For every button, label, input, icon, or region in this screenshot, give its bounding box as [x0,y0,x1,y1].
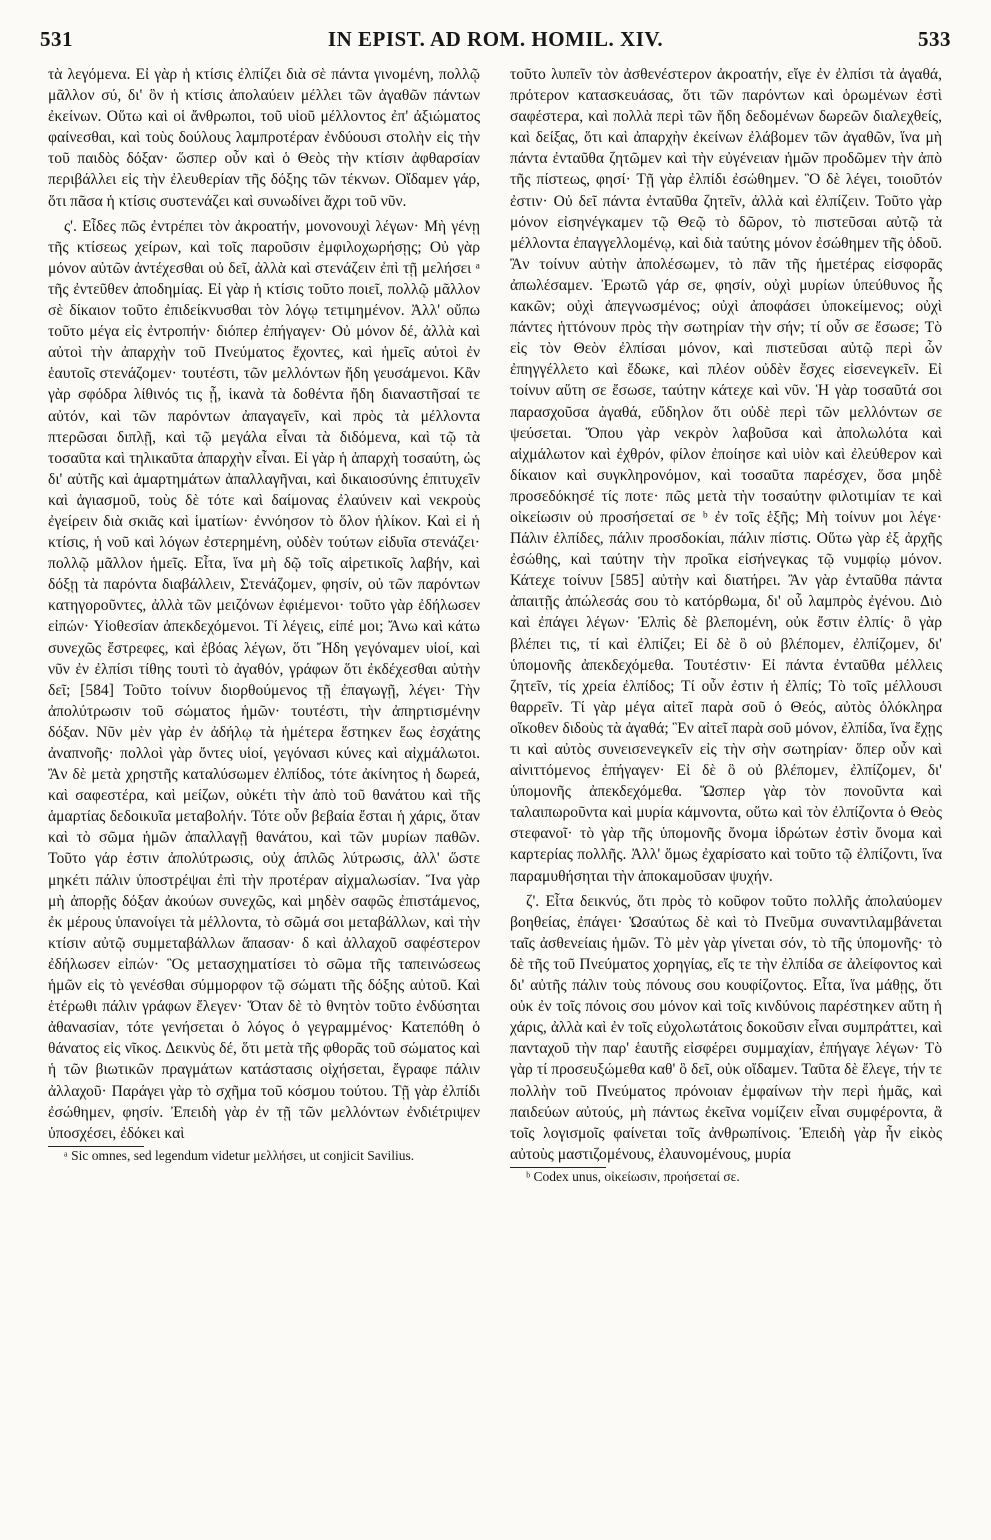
footnote: ᵇ Codex unus, οἰκείωσιν, προήσεταί σε. [526,1168,740,1184]
page-number-right: 533 [918,26,951,51]
page-number-left: 531 [40,26,73,51]
footnote-area [510,1167,942,1185]
paragraph: ζ'. Εἶτα δεικνύς, ὅτι πρὸς τὸ κοῦφον τοῦτο πολλῆς ἀπολαύομεν βοηθείας, ἐπάγει· Ὡσαύτως δὲ καὶ τὸ Πνεῦμα συναντιλαμβάνεται ταῖς ἀσθενείαις ἡμῶν. Τὸ μὲν γὰρ γίνεται σόν, τὸ τῆς ὑπομονῆς· τὸ δὲ τῆς τοῦ Πνεύματος χορηγίας, εἴς τε τὴν ἐλπίδα σε ἀλείφοντος καὶ δι' αὐτῆς πάλιν τοὺς πόνους σου κουφίζοντος. Εἶτα, ἵνα μάθῃς, ὅτι οὐκ ἐν τοῖς πόνοις σου μόνον καὶ τοῖς κινδύνοις παρέστηκεν αὕτη ἡ χάρις, ἀλλὰ καὶ ἐν τοῖς εὐχολωτάτοις δοκοῦσιν εἶναι συμπράττει, καὶ πανταχοῦ τὴν παρ' ἑαυτῆς εἰσφέρει συμμαχίαν, ἐπήγαγε λέγων· Τὸ γὰρ τί προσευξώμεθα καθ' ὃ δεῖ, οὐκ οἴδαμεν. Ταῦτα δὲ ἔλεγε, τήν τε πολλὴν τοῦ Πνεύματος πρόνοιαν ἐμφαίνων τὴν περὶ ἡμᾶς, καὶ παιδεύων αὐτούς, μὴ πάντως ἐκεῖνα νομίζειν εἶναι συμφέροντα, ἃ τοῖς λογισμοῖς φαίνεται τοῖς ἀνθρωπίνοις. Ἐπειδὴ γὰρ ἦν εἰκὸς αὐτοὺς μαστιζομένους, ἐλαυνομένους, μυρία [510,892,942,1163]
footnote-rule [510,1167,606,1168]
left-column [48,64,480,1164]
footnote-area [48,1146,480,1164]
running-title: IN EPIST. AD ROM. HOMIL. XIV. [327,26,664,51]
footnote: ᵃ Sic omnes, sed legendum videtur μελλήσει, ut conjicit Savilius. [64,1147,415,1163]
paragraph: τὰ λεγόμενα. Εἰ γὰρ ἡ κτίσις ἐλπίζει διὰ σὲ πάντα γινομένη, πολλῷ μᾶλλον σύ, δι' ὃν ἡ κτίσις ἀπολαύειν μέλλει τῶν ἀγαθῶν πάντων ἐκείνων. Οὕτω καὶ οἱ ἄνθρωποι, τοῦ υἱοῦ μέλλοντος ἐπ' ἀξιώματος φαίνεσθαι, καὶ τοὺς δούλους λαμπροτέραν ἐνδύουσι στολὴν εἰς τὴν τοῦ παιδὸς δόξαν· ὥσπερ οὖν καὶ ὁ Θεὸς τὴν κτίσιν ἀφθαρσίαν περιβάλλει εἰς τὴν ἐλευθερίαν τῆς δόξης τῶν τέκνων. Οἴδαμεν γάρ, ὅτι πᾶσα ἡ κτίσις συστενάζει καὶ συνωδίνει ἄχρι τοῦ νῦν. [48,66,480,210]
right-column [510,64,942,1185]
running-header [40,24,951,54]
footnote-rule [48,1146,144,1147]
paragraph: ς'. Εἶδες πῶς ἐντρέπει τὸν ἀκροατήν, μονονουχὶ λέγων· Μὴ γένῃ τῆς κτίσεως χείρων, καὶ τοῖς παροῦσιν ἐμφιλοχωρήσῃς; Οὐ γὰρ μόνον αὐτῶν ἀντέχεσθαι οὐ δεῖ, ἀλλὰ καὶ στενάζειν ἐπὶ τῇ μελήσει ᵃ τῆς ἐντεῦθεν ἀποδημίας. Εἰ γὰρ ἡ κτίσις τοῦτο ποιεῖ, πολλῷ μᾶλλον σὲ δίκαιον τοῦτο ἐπιδείκνυσθαι τὸν λόγῳ τετιμημένον. Ἀλλ' οὔπω τοῦτο μέγα εἰς ἐντροπήν· διόπερ ἐπήγαγεν· Οὐ μόνον δέ, ἀλλὰ καὶ αὐτοὶ τὴν ἀπαρχὴν τοῦ Πνεύματος ἔχοντες, καὶ ἡμεῖς αὐτοὶ ἐν ἑαυτοῖς στενάζομεν· τουτέστι, τῶν μελλόντων ἤδη γευσάμενοι. Κἂν γὰρ σφόδρα λίθινός τις ᾖ, ἱκανὰ τὰ δοθέντα ἤδη διαναστῆσαί τε αὐτόν, καὶ τῶν παρόντων ἀπαγαγεῖν, καὶ πρὸς τὰ μέλλοντα πτερῶσαι διπλῇ, καὶ τῷ μεγάλα εἶναι τὰ διδόμενα, καὶ τῷ τὰ τοσαῦτα καὶ τηλικαῦτα ἀπαρχὴν εἶναι. Εἰ γὰρ ἡ ἀπαρχὴ τοσαύτη, ὡς δι' αὐτῆς καὶ ἁμαρτημάτων ἀπαλλαγῆναι, καὶ δικαιοσύνης ἐπιτυχεῖν καὶ ἁγιασμοῦ, τοὺς δὲ τότε καὶ δαίμονας ἐλαύνειν καὶ νεκροὺς ἐγείρειν διὰ σκιᾶς καὶ ἱματίων· ἐννόησον τὸ ὅλον ἡλίκον. Καὶ εἰ ἡ κτίσις, ἡ νοῦ καὶ λόγων ἐστερημένη, οὐδὲν τούτων εἰδυῖα στενάζει· πολλῷ μᾶλλον ἡμεῖς. Εἶτα, ἵνα μὴ δῷ τοῖς αἱρετικοῖς λαβήν, καὶ δόξῃ τὰ παρόντα διαβάλλειν, Στενάζομεν, φησίν, οὐ τῶν παρόντων κατηγοροῦντες, ἀλλὰ τῶν μειζόνων ἐφιέμενοι· τοῦτο γὰρ ἐδήλωσεν εἰπών· Υἱοθεσίαν ἀπεκδεχόμενοι. Τί λέγεις, εἰπέ μοι; Ἄνω καὶ κάτω συνεχῶς ἔστρεφες, καὶ ἐβόας λέγων, ὅτι Ἤδη γεγόναμεν υἱοί, καὶ νῦν ἐν ἐλπίσι τίθης τουτὶ τὸ ἀγαθόν, γράφων ὅτι ἐκδέχεσθαι αὐτὴν δεῖ; [584] Τοῦτο τοίνυν διορθούμενος τῇ ἐπαγωγῇ, λέγει· Τὴν ἀπολύτρωσιν τοῦ σώματος ἡμῶν· τουτέστι, τὴν ἀπηρτισμένην δόξαν. Νῦν μὲν γὰρ ἐν ἀδήλῳ τὰ ἡμέτερα ἕστηκεν ἕως ἐσχάτης ἀναπνοῆς· πολλοὶ γὰρ ὄντες υἱοί, γεγόνασι κύνες καὶ αἰχμάλωτοι. Ἂν δὲ μετὰ χρηστῆς καταλύσωμεν ἐλπίδος, τότε ἀκίνητος ἡ δωρεά, καὶ σαφεστέρα, καὶ μείζων, οὐκέτι τὴν ἀπὸ τοῦ θανάτου καὶ τῆς ἁμαρτίας δεδοικυῖα μεταβολήν. Τότε οὖν βεβαία ἔσται ἡ χάρις, ὅταν καὶ τὸ σῶμα ἡμῶν ἀπαλλαγῇ θανάτου, καὶ τῶν μυρίων παθῶν. Τοῦτο γάρ ἐστιν ἀπολύτρωσις, οὐχ ἁπλῶς λύτρωσις, ἀλλ' ὥστε μηκέτι πάλιν ὑποστρέψαι ἐπὶ τὴν προτέραν αἰχμαλωσίαν. Ἵνα γὰρ μὴ ἀπορῇς δόξαν ἀκούων συνεχῶς, καὶ μηδὲν σαφῶς ἐπιστάμενος, ἐκ μέρους ὑπανοίγει τὰ μέλλοντα, τὸ σῶμά σοι μεταβάλλων, καὶ τὴν κτίσιν αὐτῷ συμμεταβάλλων ἅπασαν· δ καὶ ἀλλαχοῦ σαφέστερον ἐδήλωσεν εἰπών· Ὃς μετασχηματίσει τὸ σῶμα τῆς ταπεινώσεως ἡμῶν εἰς τὸ γενέσθαι σύμμορφον τῷ σώματι τῆς δόξης αὐτοῦ. Καὶ ἑτέρωθι πάλιν γράφων ἔλεγεν· Ὅταν δὲ τὸ θνητὸν τοῦτο ἐνδύσηται ἀθανασίαν, τότε γενήσεται ὁ λόγος ὁ γεγραμμένος· Κατεπόθη ὁ θάνατος εἰς νῖκος. Δεικνὺς δέ, ὅτι μετὰ τῆς φθορᾶς τοῦ σώματος καὶ ἡ τῶν βιωτικῶν πραγμάτων κατάστασις οἰχήσεται, ἔγραφε πάλιν ἀλλαχοῦ· Παράγει γὰρ τὸ σχῆμα τοῦ κόσμου τούτου. Τῇ γὰρ ἐλπίδι ἐσώθημεν, φησίν. Ἐπειδὴ γὰρ ἐν τῇ τῶν μελλόντων ἐνδιέτριψεν ὑποσχέσει, ἐδόκει καὶ [48,217,480,1142]
paragraph: τοῦτο λυπεῖν τὸν ἀσθενέστερον ἀκροατήν, εἴγε ἐν ἐλπίσι τὰ ἀγαθά, πρότερον κατασκευάσας, ὅτι τῶν παρόντων καὶ ὁρωμένων ἐστὶ σαφέστερα, καὶ πολλὰ περὶ τῶν ἤδη δεδομένων δωρεῶν διαλεχθείς, καὶ δείξας, ὅτι καὶ ἀπαρχὴν ἐκείνων ἐλάβομεν τῶν ἀγαθῶν, ἵνα μὴ πάντα ἐνταῦθα ζητῶμεν καὶ τὴν εὐγένειαν ἡμῶν προδῶμεν τὴν ἀπὸ τῆς πίστεως, φησί· Τῇ γὰρ ἐλπίδι ἐσώθημεν. Ὃ δὲ λέγει, τοιοῦτόν ἐστιν· Οὐ δεῖ πάντα ἐνταῦθα ζητεῖν, ἀλλὰ καὶ ἐλπίζειν. Τοῦτο γὰρ μόνον εἰσηνέγκαμεν τῷ Θεῷ τὸ δῶρον, τὸ πιστεῦσαι αὐτῷ τὰ μέλλοντα ἐπαγγελλομένῳ, καὶ διὰ ταύτης μόνον ἐσώθημεν τῆς ὁδοῦ. Ἂν τοίνυν αὐτὴν ἀπολέσωμεν, τὸ πᾶν τῆς ἡμετέρας εἰσφορᾶς ἀπωλέσαμεν. Ἐρωτῶ γάρ σε, φησίν, οὐχὶ μυρίων ὑπεύθυνος ἦς κακῶν; οὐχὶ ἀπεγνωσμένος; οὐχὶ ἀποφάσει ὑποκείμενος; οὐχὶ πάντες ἡττόνουν πρὸς τὴν σωτηρίαν τὴν σήν; τί οὖν σε ἔσωσε; Τὸ εἰς τὸν Θεὸν ἐλπίσαι μόνον, καὶ πιστεῦσαι αὐτῷ περὶ ὧν ἐπηγγέλλετο καὶ ἔδωκε, καὶ πλέον οὐδὲν ἔσχες εἰσενεγκεῖν. Εἰ τοίνυν αὕτη σε ἔσωσε, ταύτην κάτεχε καὶ νῦν. Ἡ γὰρ τοσαῦτά σοι παρασχοῦσα ἀγαθά, εὔδηλον ὅτι οὐδὲ περὶ τῶν μελλόντων σε ψεύσεται. Ὅπου γὰρ νεκρὸν λαβοῦσα καὶ ἀπολωλότα καὶ αἰχμάλωτον καὶ ἐχθρόν, φίλον ἐποίησε καὶ υἱὸν καὶ ἐλεύθερον καὶ δίκαιον καὶ συγκληρονόμον, καὶ τοσαῦτα παρέσχεν, ὅσα μηδὲ προσεδόκησέ τίς ποτε· πῶς μετὰ τὴν τοσαύτην φιλοτιμίαν τε καὶ οἰκείωσιν οὐ προσήσεταί σε ᵇ ἐν τοῖς ἑξῆς; Μὴ τοίνυν μοι λέγε· Πάλιν ἐλπίδες, πάλιν προσδοκίαι, πάλιν πίστις. Οὕτω γὰρ ἐξ ἀρχῆς ἐσώθης, καὶ ταύτην τὴν προῖκα εἰσήνεγκας τῷ νυμφίῳ μόνον. Κάτεχε τοίνυν [585] αὐτὴν καὶ διατήρει. Ἂν γὰρ ἐνταῦθα πάντα ἀπαιτῇς ἀπώλεσάς σου τὸ κατόρθωμα, δι' οὗ λαμπρὸς ἐγένου. Διὸ καὶ ἐπάγει λέγων· Ἐλπὶς δὲ βλεπομένη, οὐκ ἔστιν ἐλπίς· ὃ γὰρ βλέπει τις, τί καὶ ἐλπίζει; Εἰ δὲ ὃ οὐ βλέπομεν, ἐλπίζομεν, δι' ὑπομονῆς ἀπεκδεχόμεθα. Τουτέστιν· Εἰ πάντα ἐνταῦθα μέλλεις ζητεῖν, τίς χρεία ἐλπίδος; Τί οὖν ἐστιν ἡ ἐλπίς; Τὸ τοῖς μέλλουσι θαρρεῖν. Τί γὰρ μέγα αἰτεῖ παρὰ σοῦ ὁ Θεός, αὐτὸς ὁλόκληρα οἴκοθεν διδοὺς τὰ ἀγαθά; Ἓν αἰτεῖ παρὰ σοῦ μόνον, ἐλπίδα, ἵνα ἔχῃς τι καὶ αὐτὸς συνεισενεγκεῖν εἰς τὴν σὴν σωτηρίαν· ὅπερ οὖν καὶ αἰνιττόμενος ἐπήγαγεν· Εἰ δὲ ὃ οὐ βλέπομεν, ἐλπίζομεν, δι' ὑπομονῆς ἀπεκδεχόμεθα. Ὥσπερ γὰρ τὸν πονοῦντα καὶ ταλαιπωροῦντα καὶ μυρία κάμνοντα, οὕτω καὶ τὸν ἐλπίζοντα ὁ Θεὸς στεφανοῖ· τὸ γὰρ τῆς ὑπομονῆς ὄνομα ἱδρώτων ἐστὶν ὄνομα καὶ καρτερίας πολλῆς. Ἀλλ' ὅμως ἐχαρίσατο καὶ τοῦτο τῷ ἐλπίζοντι, ἵνα παραμυθήσηται τὴν ἀποκαμοῦσαν ψυχήν. [510,66,942,885]
